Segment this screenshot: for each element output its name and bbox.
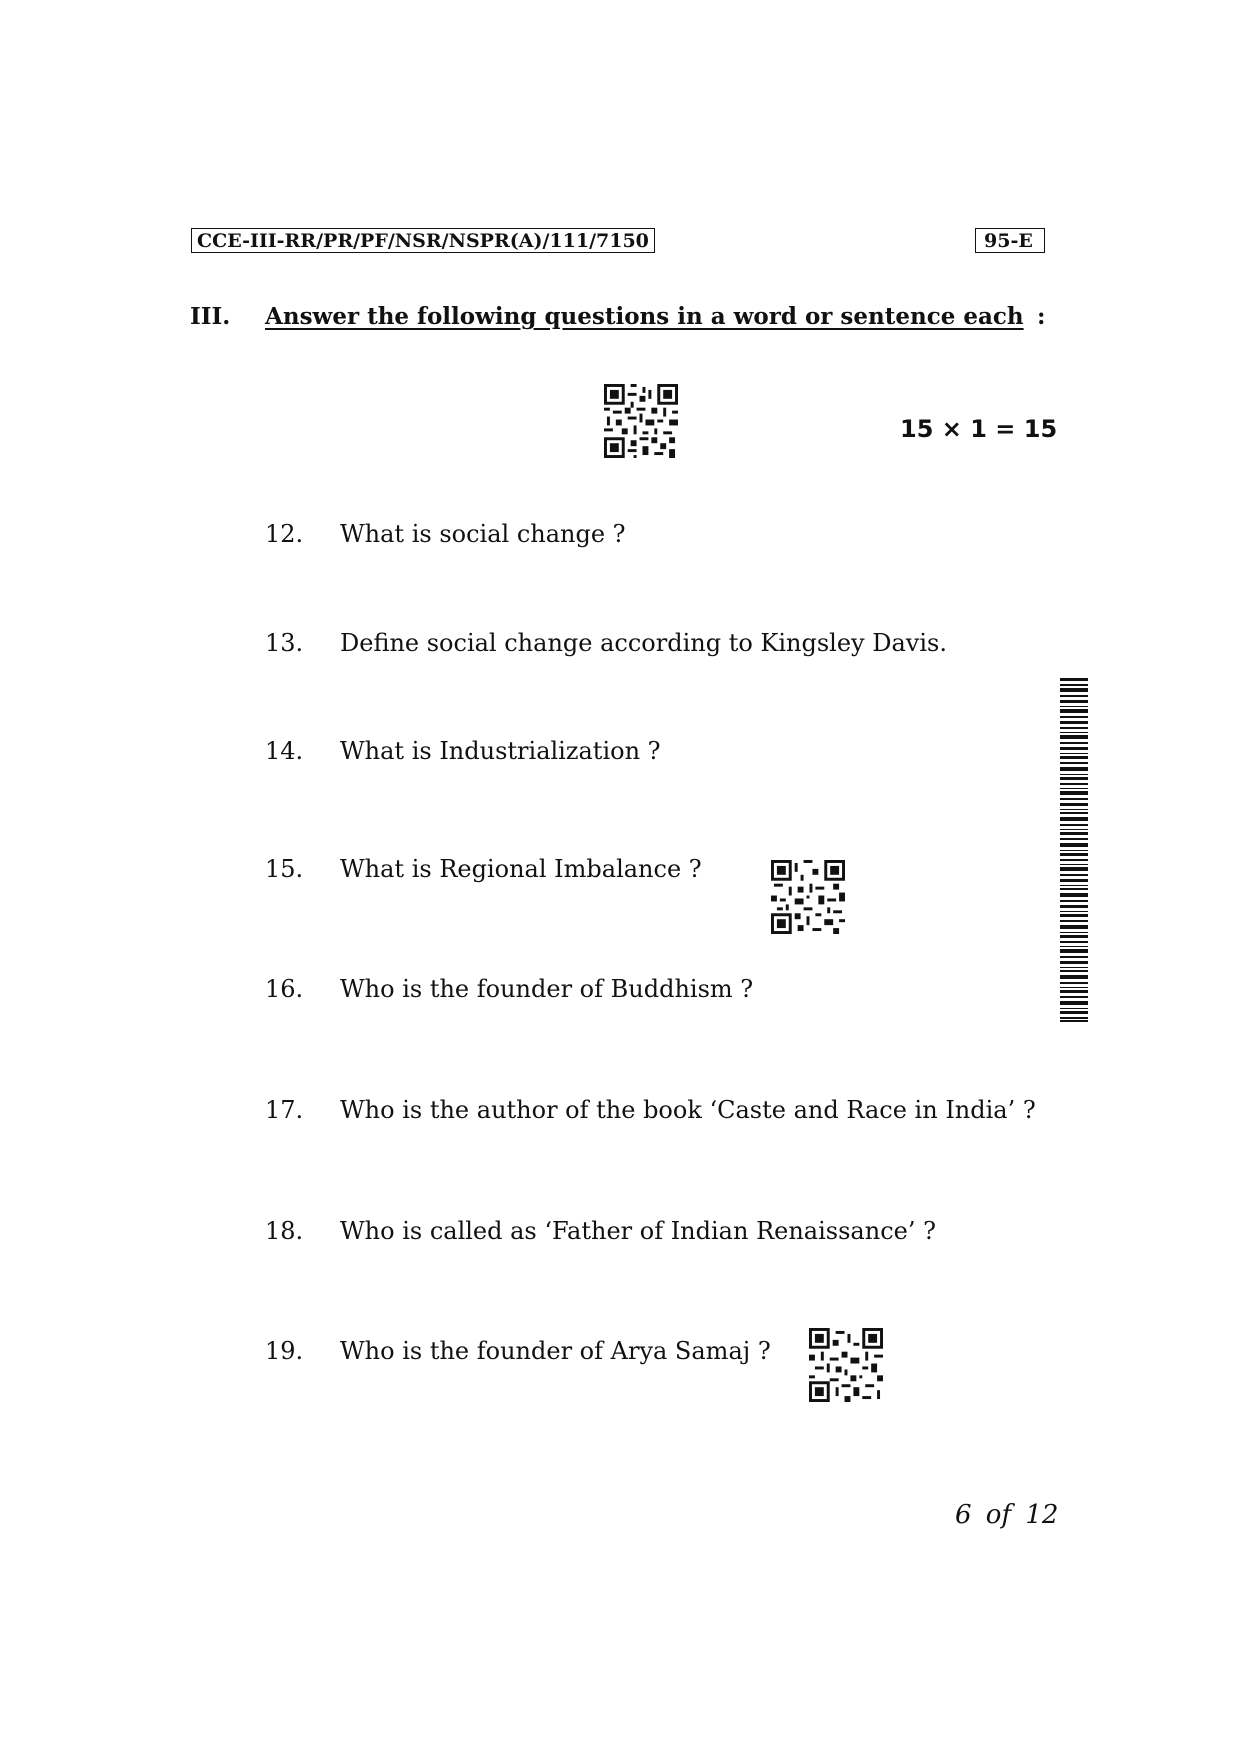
question-number: 15. (265, 855, 304, 883)
question-number: 17. (265, 1096, 304, 1124)
question-number: 14. (265, 737, 304, 765)
question-text: Who is the founder of Buddhism ? (340, 975, 754, 1003)
set-code-box: 95-E (975, 228, 1045, 253)
qr-code-icon (603, 384, 679, 458)
question-text: Who is the author of the book ‘Caste and Race in India’ ? (340, 1096, 1036, 1124)
page-number: 6 of 12 (955, 1500, 1059, 1530)
question-number: 18. (265, 1217, 304, 1245)
question-number: 12. (265, 520, 304, 548)
section-instruction: Answer the following questions in a word or sentence each (265, 303, 1024, 330)
section-number: III. (190, 303, 231, 330)
qr-code-icon (770, 860, 846, 934)
marks-allocation: 15 × 1 = 15 (900, 415, 1058, 443)
question-text: What is Industrialization ? (340, 737, 661, 765)
question-text: What is social change ? (340, 520, 626, 548)
question-number: 13. (265, 629, 304, 657)
question-text: Who is the founder of Arya Samaj ? (340, 1337, 771, 1365)
barcode-icon (1060, 678, 1088, 1022)
question-text: What is Regional Imbalance ? (340, 855, 702, 883)
question-text: Who is called as ‘Father of Indian Renaissance’ ? (340, 1217, 936, 1245)
section-colon: : (1037, 303, 1046, 330)
question-number: 19. (265, 1337, 304, 1365)
question-text: Define social change according to Kingsley Davis. (340, 629, 947, 657)
question-number: 16. (265, 975, 304, 1003)
qr-code-icon (808, 1328, 884, 1402)
paper-code-box: CCE-III-RR/PR/PF/NSR/NSPR(A)/111/7150 (191, 228, 655, 253)
